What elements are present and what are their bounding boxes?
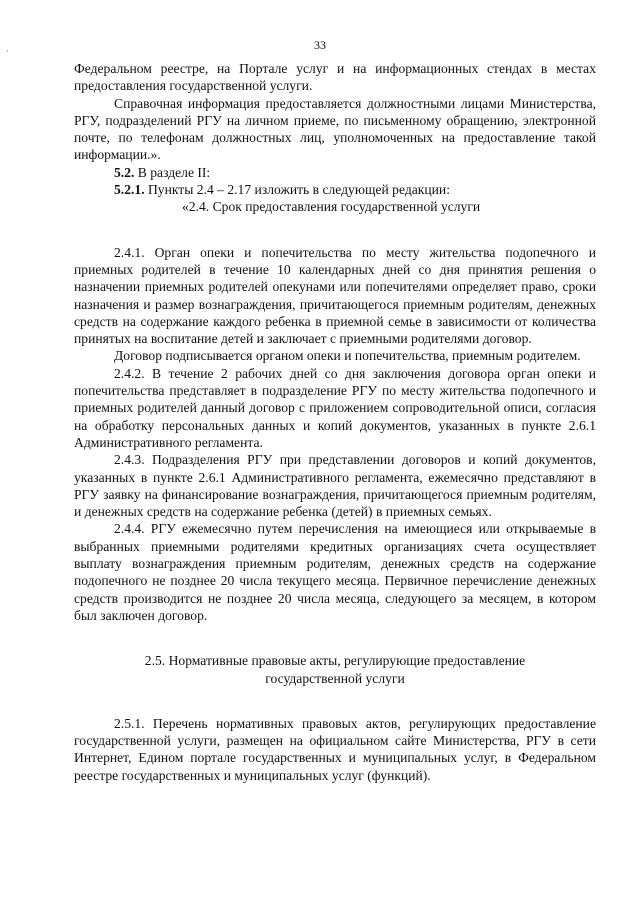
paragraph-2-4-3: 2.4.3. Подразделения РГУ при представлении договоров и копий документов, указанных в пункте 2.6.1 Административного регламента, ежемесячно представляют в РГУ заявку на финансирование вознаграждения, причитающегося приемным родителям, и денежных средств на содержание ребенка (детей) в приемных семьях.: [74, 452, 596, 520]
paragraph-2-4-1: 2.4.1. Орган опеки и попечительства по месту жительства подопечного и приемных родителей в течение 10 календарных дней со дня принятия решения о назначении приемных родителей опекунами или попечителями определяет право, сроки назначения и размер вознаграждения, причитающегося приемным родителям, денежных средств на содержание каждого ребенка в приемной семье в зависимости от количества принятых на воспитание детей и заключает с приемными родителями договор.: [74, 244, 596, 347]
clause-text-5-2-1: Пункты 2.4 – 2.17 изложить в следующей редакции:: [144, 182, 450, 198]
margin-mark: ·: [6, 46, 9, 56]
paragraph-2-4-2: 2.4.2. В течение 2 рабочих дней со дня заключения договора орган опеки и попечительства представляет в подразделение РГУ по месту жительства подопечного и приемных родителей данный договор с приложением сопроводительной описи, согласия на обработку персональных данных и копий документов, указанных в пункте 2.6.1 Административного регламента.: [74, 365, 596, 450]
clause-number-5-2: 5.2.: [114, 164, 135, 180]
paragraph-contract-signed: Договор подписывается органом опеки и попечительства, приемным родителем.: [114, 348, 581, 364]
page-number: 33: [314, 38, 326, 52]
subsection-title-2-4: «2.4. Срок предоставления государственной услуги: [182, 199, 481, 215]
clause-text-5-2: В разделе II:: [134, 164, 211, 180]
paragraph-5-2: [74, 164, 596, 181]
paragraph-2-4-4: 2.4.4. РГУ ежемесячно путем перечисления на имеющиеся или открываемые в выбранных приемными родителями кредитных организациях счета осуществляет выплату вознаграждения приемным родителям, денежных средств на содержание подопечного не позднее 20 числа текущего месяца. Первичное перечисление денежных средств производится не позднее 20 числа месяца, следующего за месяцем, в котором был заключен договор.: [74, 521, 596, 623]
document-body: [74, 60, 596, 784]
paragraph-2-5-1: 2.5.1. Перечень нормативных правовых актов, регулирующих предоставление государственной услуги, размещен на официальном сайте Министерства, РГУ в сети Интернет, Едином портале государственных и муниципальных услуг, в Федеральном реестре государственных и муниципальных услуг (функций).: [74, 715, 596, 783]
clause-number-5-2-1: 5.2.1.: [114, 182, 145, 198]
paragraph-5-2-1: [74, 181, 596, 198]
paragraph-continuation: Федеральном реестре, на Портале услуг и на информационных стендах в местах предоставления государственной услуги.: [74, 61, 596, 94]
section-title-2-5: 2.5. Нормативные правовые акты, регулирующие предоставление государственной услуги: [144, 653, 526, 686]
paragraph-reference-info: Справочная информация предоставляется должностными лицами Министерства, РГУ, подразделений РГУ на личном приеме, по письменному обращению, электронной почте, по телефонам должностных лиц, уполномоченных на предоставление такой информации.».: [74, 95, 596, 163]
